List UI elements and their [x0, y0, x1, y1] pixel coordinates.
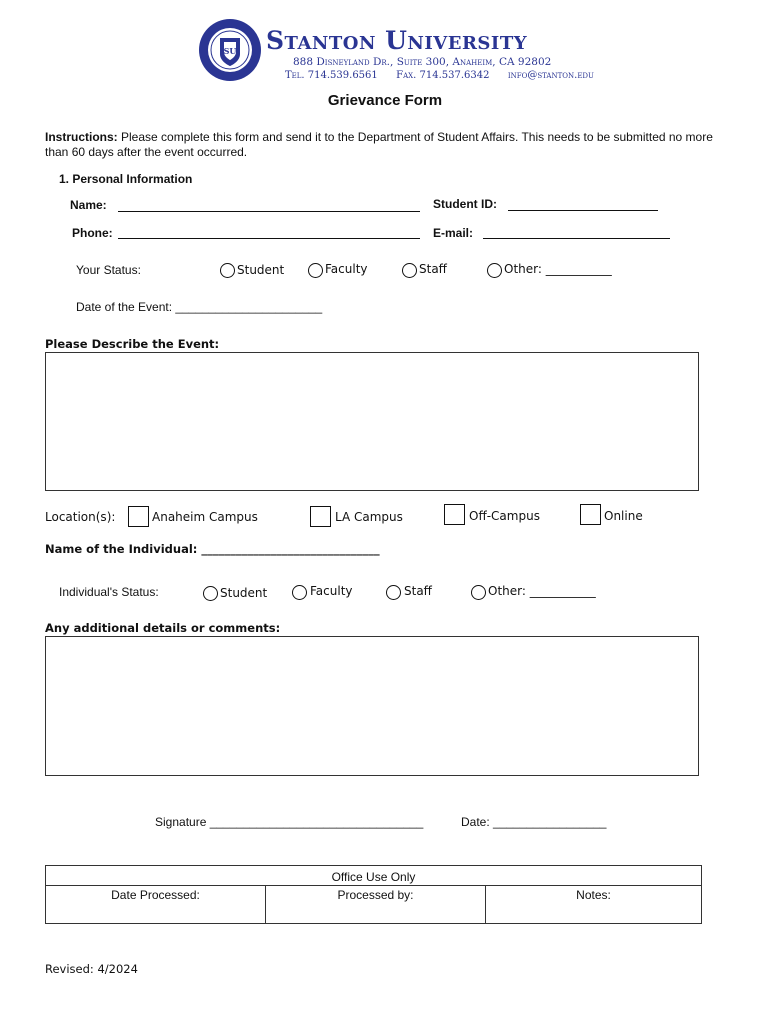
- location-anaheim-checkbox[interactable]: [128, 506, 149, 527]
- contact-line: [285, 70, 594, 81]
- signature-field[interactable]: Signature ________________________________: [155, 815, 424, 829]
- processed-by-cell: Processed by:: [266, 886, 486, 924]
- status-faculty-label: Faculty: [325, 262, 368, 276]
- your-status-label: Your Status:: [76, 263, 141, 277]
- ind-status-faculty-radio[interactable]: [292, 585, 307, 600]
- ind-status-staff-radio[interactable]: [386, 585, 401, 600]
- section-heading: 1. Personal Information: [59, 172, 193, 186]
- ind-status-staff-label: Staff: [404, 584, 432, 598]
- individual-status-label: Individual's Status:: [59, 585, 159, 599]
- email-label: E-mail:: [433, 226, 474, 240]
- email-field[interactable]: [483, 238, 670, 239]
- describe-event-textarea[interactable]: [45, 352, 699, 491]
- ind-status-other-label: Other: ___________: [488, 584, 596, 598]
- phone-text: Tel. 714.539.6561: [285, 70, 378, 81]
- status-student-radio[interactable]: [220, 263, 235, 278]
- date-of-event[interactable]: Date of the Event: ______________________: [76, 300, 323, 314]
- instructions-label: Instructions:: [45, 130, 118, 144]
- fax-text: Fax. 714.537.6342: [396, 70, 490, 81]
- ind-status-faculty-label: Faculty: [310, 584, 353, 598]
- status-other-label: Other: ___________: [504, 262, 612, 276]
- instructions: [45, 130, 725, 160]
- revised-note: Revised: 4/2024: [45, 962, 138, 976]
- status-staff-radio[interactable]: [402, 263, 417, 278]
- location-la-label: LA Campus: [335, 510, 403, 524]
- individual-name[interactable]: Name of the Individual: _______________________________: [45, 542, 380, 556]
- student-id-field[interactable]: [508, 210, 658, 211]
- svg-text:SU: SU: [223, 46, 237, 56]
- status-student-label: Student: [237, 263, 285, 277]
- location-offcampus-label: Off-Campus: [469, 509, 540, 523]
- name-field[interactable]: [118, 211, 420, 212]
- ind-status-other-radio[interactable]: [471, 585, 486, 600]
- date-processed-cell: Date Processed:: [46, 886, 266, 924]
- instructions-text: Please complete this form and send it to the Department of Student Affairs. This needs to be submitted no more than 60 days after the event occurred.: [45, 130, 713, 159]
- office-use-title: Office Use Only: [46, 866, 702, 886]
- signature-date-field[interactable]: Date: _________________: [461, 815, 607, 829]
- ind-status-student-radio[interactable]: [203, 586, 218, 601]
- status-staff-label: Staff: [419, 262, 447, 276]
- ind-status-student-label: Student: [220, 586, 268, 600]
- name-label: Name:: [70, 198, 107, 212]
- email-text: info@stanton.edu: [507, 70, 594, 81]
- phone-label: Phone:: [72, 226, 113, 240]
- office-use-table: [45, 865, 702, 924]
- location-label: Location(s):: [45, 510, 116, 524]
- student-id-label: Student ID:: [433, 197, 497, 211]
- university-address: 888 Disneyland Dr., Suite 300, Anaheim, CA 92802: [293, 56, 552, 68]
- university-logo: [198, 18, 262, 82]
- status-other-radio[interactable]: [487, 263, 502, 278]
- form-title: Grievance Form: [327, 92, 443, 109]
- status-faculty-radio[interactable]: [308, 263, 323, 278]
- notes-cell: Notes:: [486, 886, 702, 924]
- location-la-checkbox[interactable]: [310, 506, 331, 527]
- location-offcampus-checkbox[interactable]: [444, 504, 465, 525]
- location-anaheim-label: Anaheim Campus: [152, 510, 258, 524]
- location-online-checkbox[interactable]: [580, 504, 601, 525]
- describe-event-label: Please Describe the Event:: [45, 337, 220, 351]
- comments-textarea[interactable]: [45, 636, 699, 776]
- university-name: Stanton University: [266, 26, 528, 55]
- comments-label: Any additional details or comments:: [45, 621, 281, 635]
- phone-field[interactable]: [118, 238, 420, 239]
- location-online-label: Online: [604, 509, 643, 523]
